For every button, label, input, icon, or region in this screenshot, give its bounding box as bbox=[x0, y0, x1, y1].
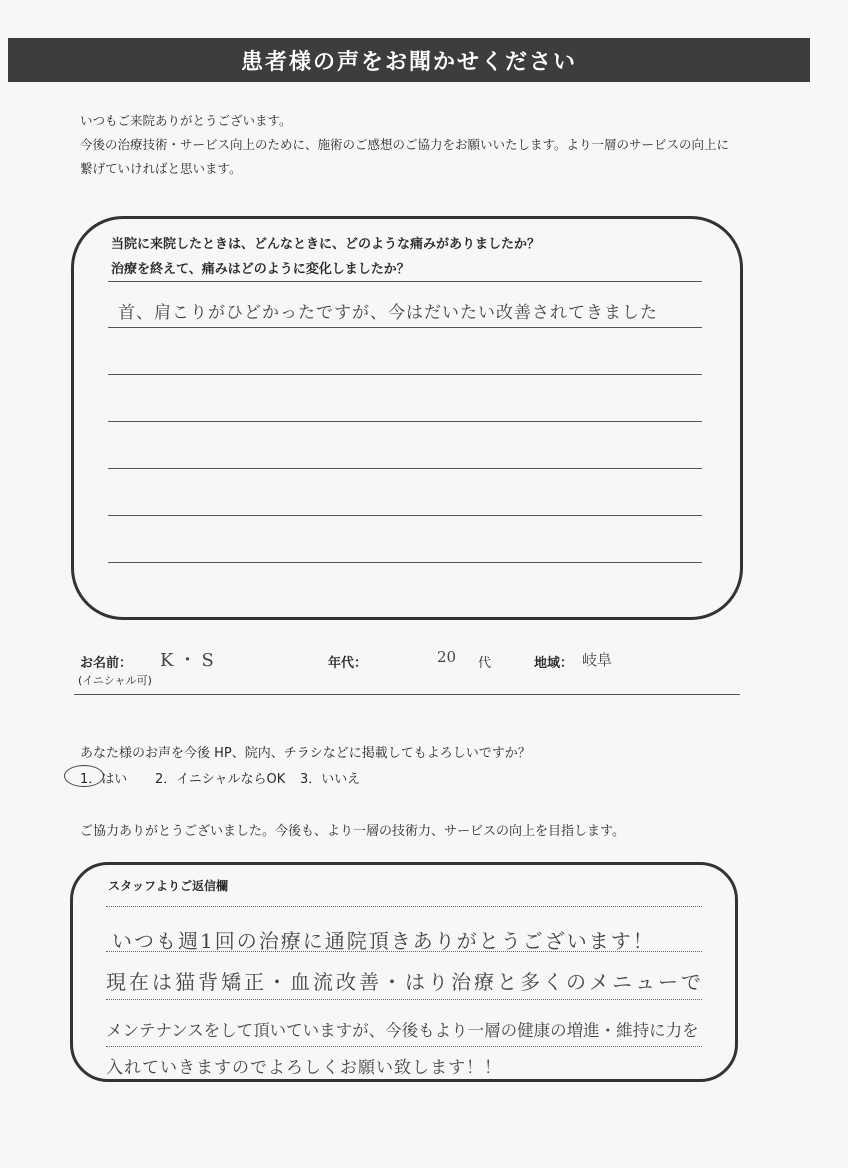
answer-line bbox=[108, 562, 702, 563]
intro-text bbox=[80, 109, 780, 181]
answer-line bbox=[108, 515, 702, 516]
answer-line bbox=[108, 421, 702, 422]
handwritten-answer: 首、肩こりがひどかったですが、今はだいたい改善されてきました bbox=[118, 303, 658, 323]
staff-reply-title: スタッフよりご返信欄 bbox=[108, 879, 229, 893]
answer-line bbox=[108, 374, 702, 375]
name-value: K・S bbox=[160, 650, 219, 671]
consent-option-yes[interactable]: 1．はい bbox=[80, 772, 128, 787]
initial-note: (イニシャル可) bbox=[78, 674, 152, 687]
consent-option-initial[interactable]: 2．イニシャルならOK bbox=[155, 772, 286, 787]
consent-option-no[interactable]: 3．いいえ bbox=[300, 772, 361, 787]
intro-line: いつもご来院ありがとうございます。 bbox=[80, 113, 292, 128]
name-label: お名前： bbox=[80, 656, 133, 671]
reply-line bbox=[106, 951, 702, 952]
page-title: 患者様の声をお聞かせください bbox=[8, 38, 810, 82]
answer-line bbox=[108, 281, 702, 282]
reply-line bbox=[106, 1046, 702, 1047]
answer-line bbox=[108, 327, 702, 328]
age-label: 年代： bbox=[328, 656, 368, 671]
age-value: 20 bbox=[437, 648, 457, 666]
staff-reply-text: 現在は猫背矯正・血流改善・はり治療と多くのメニューで bbox=[106, 970, 704, 994]
reply-line bbox=[106, 999, 702, 1000]
divider bbox=[74, 694, 740, 695]
intro-line: 繋げていければと思います。 bbox=[80, 161, 242, 176]
staff-reply-text: 入れていきますのでよろしくお願い致します！！ bbox=[106, 1058, 502, 1078]
reply-line bbox=[106, 906, 702, 907]
answer-line bbox=[108, 468, 702, 469]
region-value: 岐阜 bbox=[582, 651, 613, 669]
age-unit: 代 bbox=[478, 656, 492, 671]
survey-question: 当院に来院したときは、どんなときに、どのような痛みがありましたか？ bbox=[111, 237, 541, 252]
survey-question: 治療を終えて、痛みはどのように変化しましたか？ bbox=[111, 262, 410, 277]
thanks-text: ご協力ありがとうございました。今後も、より一層の技術力、サービスの向上を目指します。 bbox=[80, 824, 625, 839]
consent-question: あなた様のお声を今後 HP、院内、チラシなどに掲載してもよろしいですか？ bbox=[80, 746, 531, 761]
region-label: 地域： bbox=[534, 656, 574, 671]
staff-reply-text: いつも週1回の治療に通院頂きありがとうございます！ bbox=[112, 929, 655, 953]
intro-line: 今後の治療技術・サービス向上のために、施術のご感想のご協力をお願いいたします。より一層のサービスの向上に bbox=[80, 137, 730, 152]
staff-reply-text: メンテナンスをして頂いていますが、今後もより一層の健康の増進・維持に力を bbox=[106, 1021, 699, 1040]
